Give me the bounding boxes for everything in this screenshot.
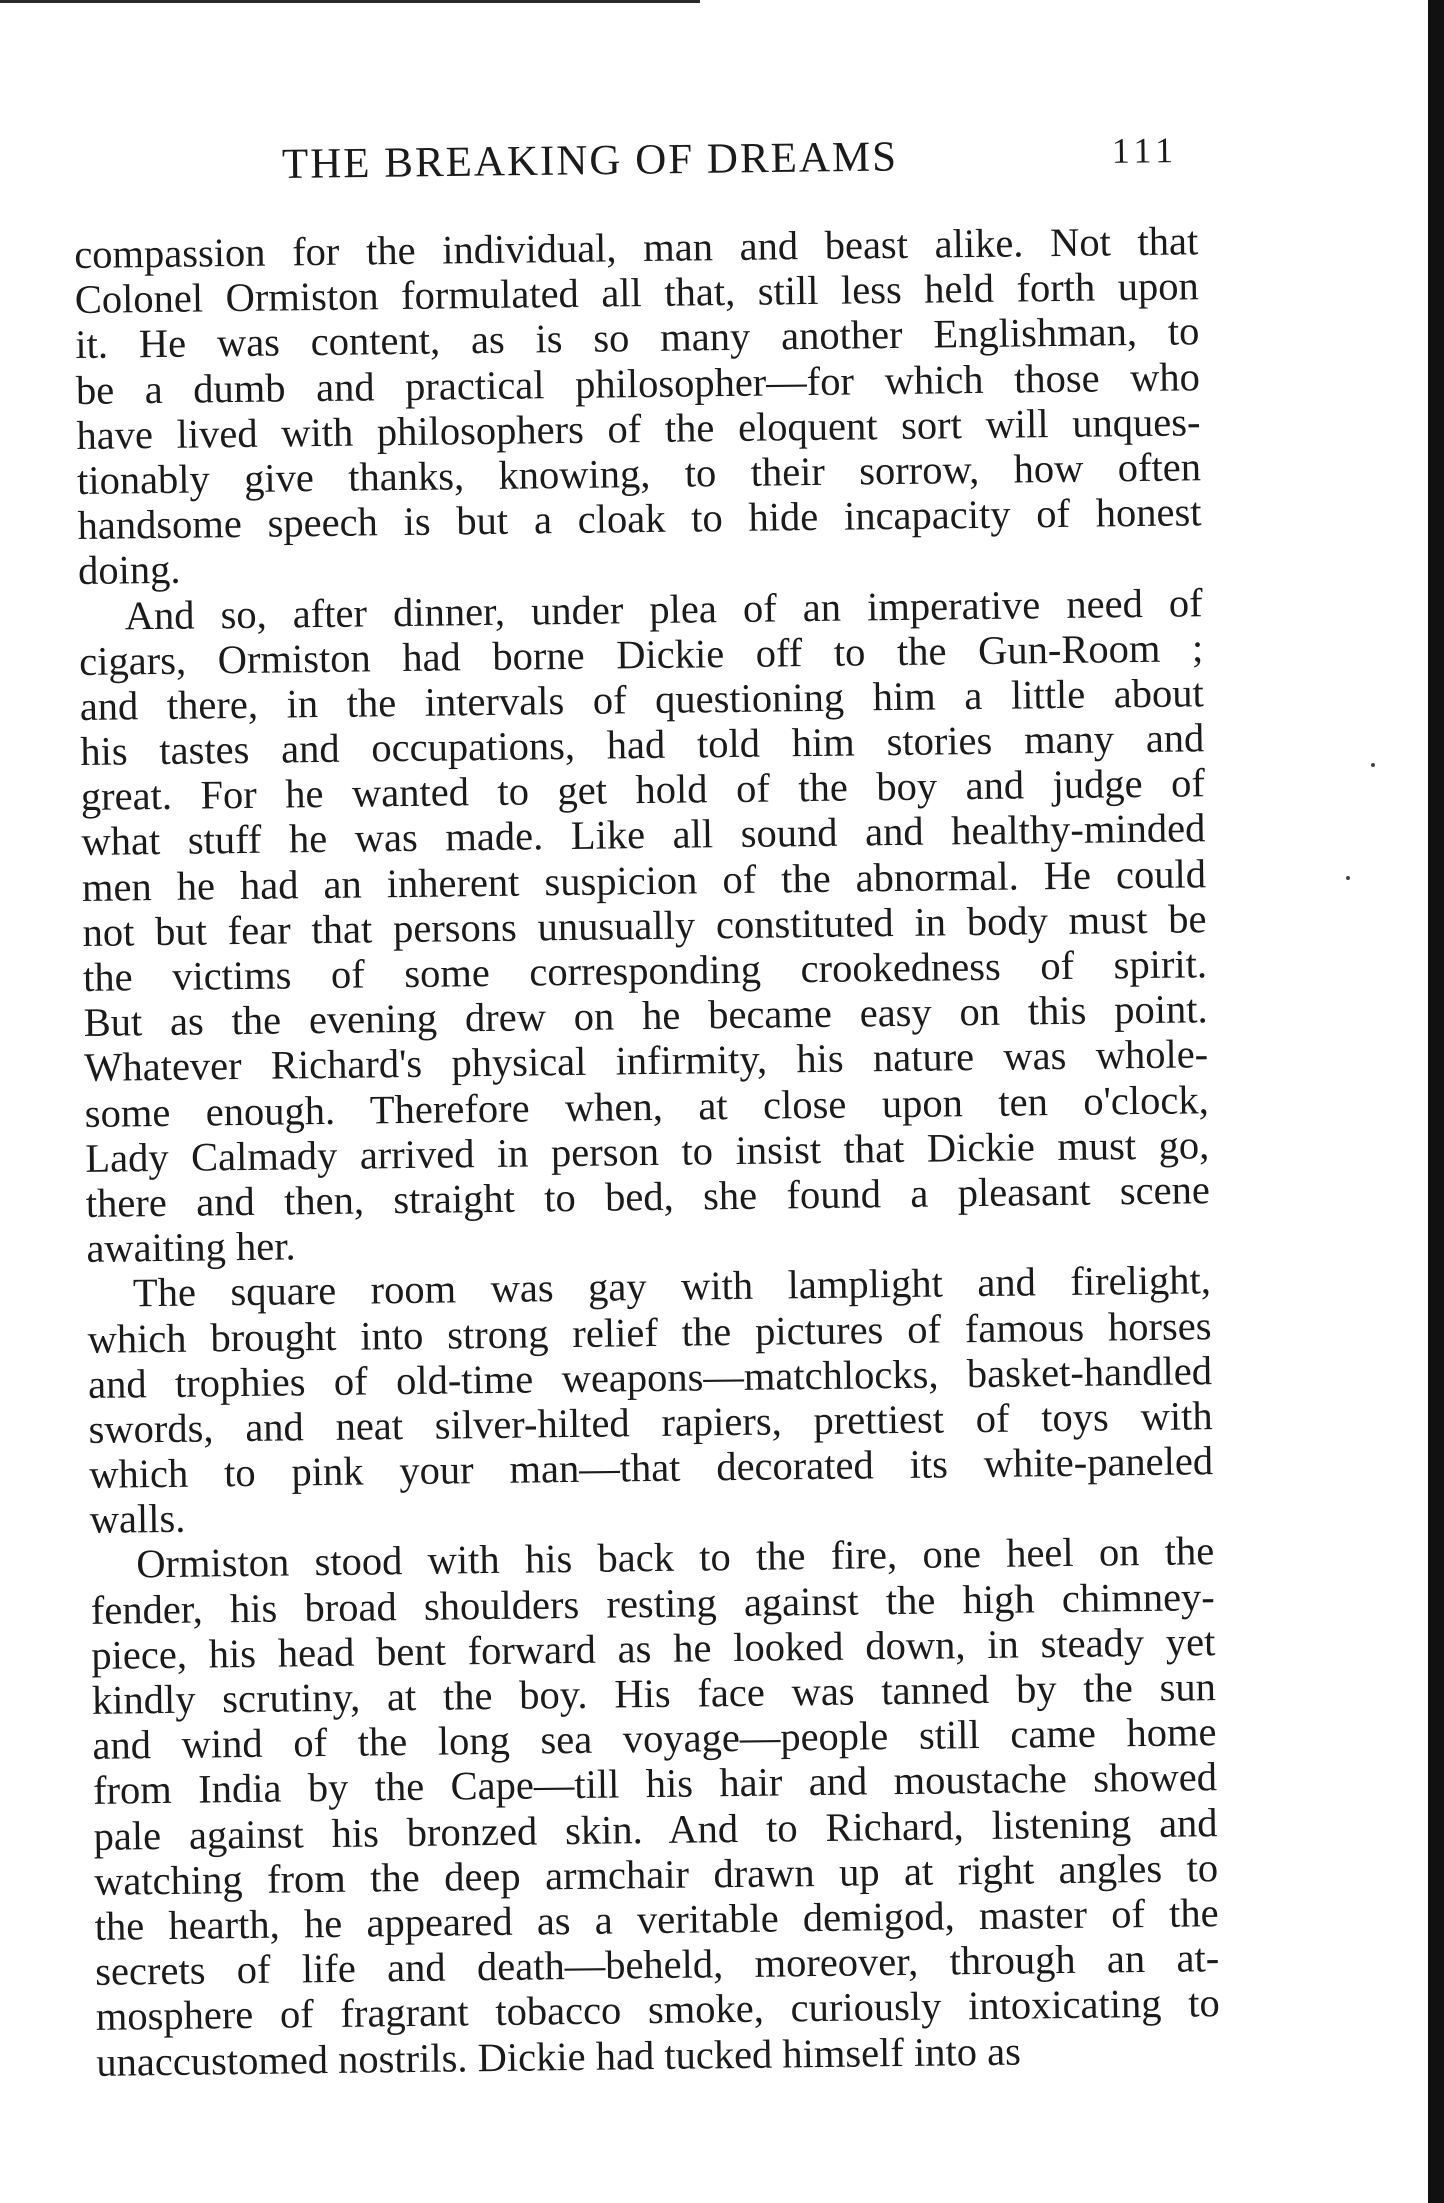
page-number: 111 (1111, 130, 1179, 171)
text-line: And so, after dinner, under plea of an imperative need of (124, 579, 1203, 638)
body-text (74, 218, 1221, 2084)
text-line: there and then, straight to bed, she found a pleasant scene (85, 1167, 1211, 1226)
text-line: awaiting her. (86, 1223, 296, 1272)
text-line: doing. (77, 547, 181, 594)
text-line: Whatever Richard's physical infirmity, his nature was whole- (83, 1031, 1209, 1091)
text-line: some enough. Therefore when, at close upon ten o'clock, (84, 1076, 1209, 1136)
scan-speck (1371, 763, 1375, 767)
text-line: Ormiston stood with his back to the fire, one heel on the (136, 1528, 1215, 1587)
text-line: watching from the deep armchair drawn up at right angles to (93, 1844, 1219, 1904)
text-line: it. He was content, as is so many another Englishman, to (75, 308, 1200, 368)
text-line: mosphere of fragrant tobacco smoke, curiously intoxicating to (95, 1980, 1220, 2040)
text-line: pale against his bronzed skin. And to Richard, listening and (93, 1799, 1218, 1859)
scan-speck (1346, 876, 1350, 880)
running-title: THE BREAKING OF DREAMS (281, 133, 899, 188)
text-line: have lived with philosophers of the eloquent sort will unques- (76, 399, 1201, 458)
text-line: great. For he wanted to get hold of the boy and judge of (80, 760, 1206, 820)
text-line: Lady Calmady arrived in person to insist that Dickie must go, (85, 1121, 1210, 1181)
text-line: Colonel Ormiston formulated all that, still less held forth upon (74, 263, 1200, 323)
text-line: which to pink your man—that decorated its white-paneled (88, 1438, 1214, 1497)
text-line: walls. (89, 1495, 186, 1543)
text-line: The square room was gay with lamplight and firelight, (132, 1257, 1212, 1316)
paragraph (74, 218, 1202, 593)
text-line: his tastes and occupations, had told him stories many and (80, 715, 1205, 775)
page-edge-shadow (1428, 0, 1444, 2203)
text-line: what stuff he was made. Like all sound and healthy-minded (81, 805, 1206, 865)
text-line: be a dumb and practical philosopher—for which those who (75, 353, 1201, 413)
text-line: kindly scrutiny, at the boy. His face was tanned by the sun (91, 1664, 1217, 1723)
text-line: fender, his broad shoulders resting against the high chimney- (90, 1573, 1216, 1633)
running-header (282, 129, 1183, 200)
text-line: which brought into strong relief the pictures of famous horses (87, 1302, 1212, 1362)
text-line: and there, in the intervals of questioning him a little about (79, 670, 1204, 729)
paragraph (90, 1529, 1221, 2085)
text-line: swords, and neat silver-hilted rapiers, prettiest of toys with (88, 1393, 1213, 1452)
text-line: compassion for the individual, man and beast alike. Not that (74, 218, 1199, 277)
text-line: But as the evening drew on he became easy on this point. (83, 986, 1208, 1046)
text-line: from India by the Cape—till his hair and moustache showed (92, 1754, 1218, 1814)
text-line: and trophies of old-time weapons—matchlocks, basket-handled (87, 1347, 1213, 1407)
text-line: cigars, Ormiston had borne Dickie off to the Gun-Room ; (78, 624, 1204, 684)
text-line: the hearth, he appeared as a veritable demigod, master of the (94, 1890, 1219, 1949)
text-line: and wind of the long sea voyage—people still came home (92, 1709, 1217, 1769)
text-line: not but fear that persons unusually constituted in body must be (82, 896, 1207, 955)
paragraph (78, 580, 1210, 1271)
text-line: secrets of life and death—beheld, moreover, through an at- (94, 1935, 1220, 1994)
text-line: unaccustomed nostrils. Dickie had tucked himself into as (96, 2028, 1022, 2085)
text-line: men he had an inherent suspicion of the abnormal. He could (81, 850, 1207, 910)
text-line: handsome speech is but a cloak to hide incapacity of honest (77, 489, 1202, 549)
text-line: tionably give thanks, knowing, to their sorrow, how often (76, 444, 1202, 503)
top-rule (0, 0, 700, 3)
paragraph (87, 1258, 1214, 1543)
text-line: piece, his head bent forward as he looked down, in steady yet (91, 1618, 1216, 1678)
text-line: the victims of some corresponding crookedness of spirit. (82, 941, 1208, 1000)
